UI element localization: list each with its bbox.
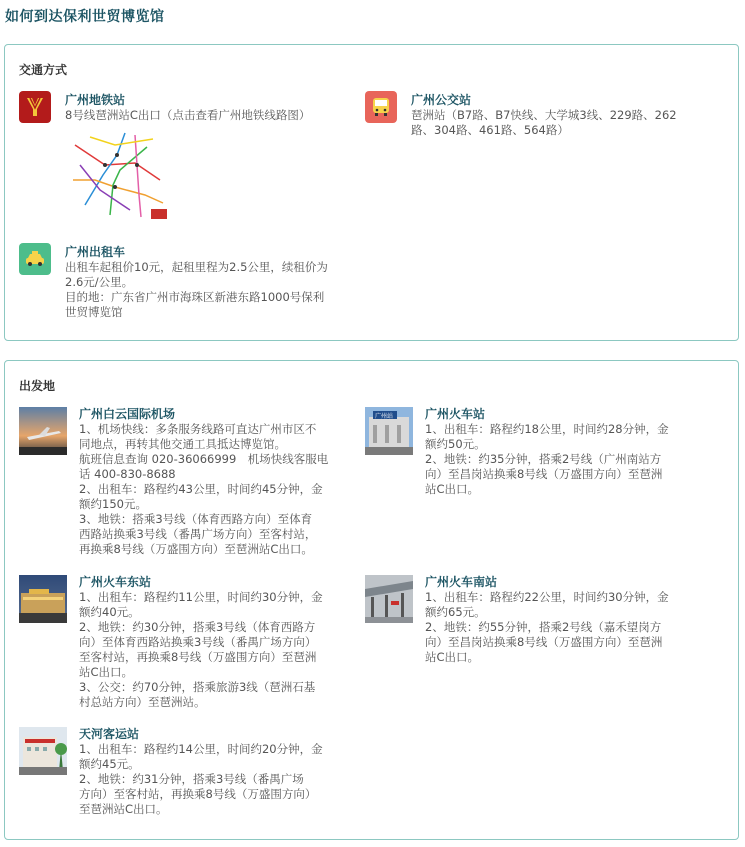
east-line-6: 站C出口。 [79, 665, 134, 679]
railway-line-2: 额约50元。 [425, 437, 486, 451]
baiyun-line-9: 再换乘8号线（万盛围方向）至琶洲站C出口。 [79, 542, 313, 556]
railway-station-photo [365, 407, 413, 455]
bus-line-1: 琶洲站（B7路、B7快线、大学城3线、229路、262 [411, 108, 677, 122]
east-station-item [19, 575, 349, 715]
metro-map-link[interactable]: 8号线琶洲站C出口（点击查看广州地铁线路图） [65, 108, 311, 122]
tianhe-station-item [19, 727, 349, 827]
bus-item [365, 91, 695, 151]
tianhe-line-3: 2、地铁：约31分钟，搭乘3号线（番禺广场 [79, 772, 304, 786]
south-station-item [365, 575, 695, 675]
baiyun-line-7: 3、地铁：搭乘3号线（体育西路方向）至体育 [79, 512, 313, 526]
bus-line-2: 路、304路、461路、564路） [411, 123, 569, 137]
metro-map-thumbnail[interactable] [65, 125, 169, 221]
taxi-item [19, 243, 359, 323]
svg-text:广州站: 广州站 [375, 413, 394, 420]
baiyun-line-1: 1、机场快线：多条服务线路可直达广州市区不 [79, 422, 317, 436]
taxi-line-1: 出租车起租价10元，起租里程为2.5公里，续租价为 [65, 260, 328, 274]
baiyun-line-8: 西路站换乘3号线（番禺广场方向）至客村站， [79, 527, 317, 541]
railway-line-5: 站C出口。 [425, 482, 480, 496]
railway-line-1: 1、出租车：路程约18公里，时间约28分钟，金 [425, 422, 669, 436]
east-line-7: 3、公交：约70分钟，搭乘旅游3线（琶洲石基 [79, 680, 316, 694]
page-title: 如何到达保利世贸博览馆 [5, 9, 165, 25]
baiyun-line-6: 额约150元。 [79, 497, 147, 511]
railway-station-item [365, 407, 695, 507]
taxi-line-3: 目的地：广东省广州市海珠区新港东路1000号保利 [65, 290, 325, 304]
tianhe-line-2: 额约45元。 [79, 757, 140, 771]
east-name: 广州火车东站 [79, 575, 152, 589]
tianhe-line-4: 方向）至客村站，再换乘8号线（万盛围方向） [79, 787, 317, 801]
east-line-2: 额约40元。 [79, 605, 140, 619]
south-line-4: 向）至昌岗站换乘8号线（万盛围方向）至琶洲 [425, 635, 663, 649]
south-line-3: 2、地铁：约55分钟，搭乘2号线（嘉禾望岗方 [425, 620, 662, 634]
east-line-8: 村总站方向）至琶洲站。 [79, 695, 206, 709]
east-line-5: 至客村站，再换乘8号线（万盛围方向）至琶洲 [79, 650, 317, 664]
airport-photo [19, 407, 67, 455]
departure-heading: 出发地 [19, 379, 56, 393]
baiyun-line-5: 2、出租车：路程约43公里，时间约45分钟，金 [79, 482, 323, 496]
east-line-3: 2、地铁：约30分钟，搭乘3号线（体育西路方 [79, 620, 316, 634]
south-name: 广州火车南站 [425, 575, 498, 589]
railway-line-4: 向）至昌岗站换乘8号线（万盛围方向）至琶洲 [425, 467, 663, 481]
east-line-1: 1、出租车：路程约11公里，时间约30分钟，金 [79, 590, 323, 604]
bus-name: 广州公交站 [411, 93, 472, 107]
baiyun-airport-item [19, 407, 349, 557]
departure-panel [4, 360, 739, 840]
south-line-5: 站C出口。 [425, 650, 480, 664]
metro-name: 广州地铁站 [65, 93, 126, 107]
tianhe-station-photo [19, 727, 67, 775]
east-station-photo [19, 575, 67, 623]
taxi-line-2: 2.6元/公里。 [65, 275, 134, 289]
railway-name: 广州火车站 [425, 407, 486, 421]
bus-icon [365, 91, 397, 123]
south-station-photo [365, 575, 413, 623]
taxi-line-4: 世贸博览馆 [65, 305, 123, 319]
baiyun-line-3: 航班信息查询 020-36066999 机场快线客服电 [79, 452, 329, 466]
baiyun-line-4: 话 400-830-8688 [79, 467, 176, 481]
south-line-1: 1、出租车：路程约22公里，时间约30分钟，金 [425, 590, 669, 604]
south-line-2: 额约65元。 [425, 605, 486, 619]
tianhe-name: 天河客运站 [79, 727, 140, 741]
transport-panel [4, 44, 739, 341]
tianhe-line-1: 1、出租车：路程约14公里，时间约20分钟，金 [79, 742, 323, 756]
baiyun-name: 广州白云国际机场 [79, 407, 176, 421]
metro-icon [19, 91, 51, 123]
east-line-4: 向）至体育西路站换乘3号线（番禺广场方向） [79, 635, 317, 649]
taxi-icon [19, 243, 51, 275]
taxi-name: 广州出租车 [65, 245, 126, 259]
transport-heading: 交通方式 [19, 63, 68, 77]
railway-line-3: 2、地铁：约35分钟，搭乘2号线（广州南站方 [425, 452, 662, 466]
tianhe-line-5: 至琶洲站C出口。 [79, 802, 168, 816]
baiyun-line-2: 同地点，再转其他交通工具抵达博览馆。 [79, 437, 286, 451]
